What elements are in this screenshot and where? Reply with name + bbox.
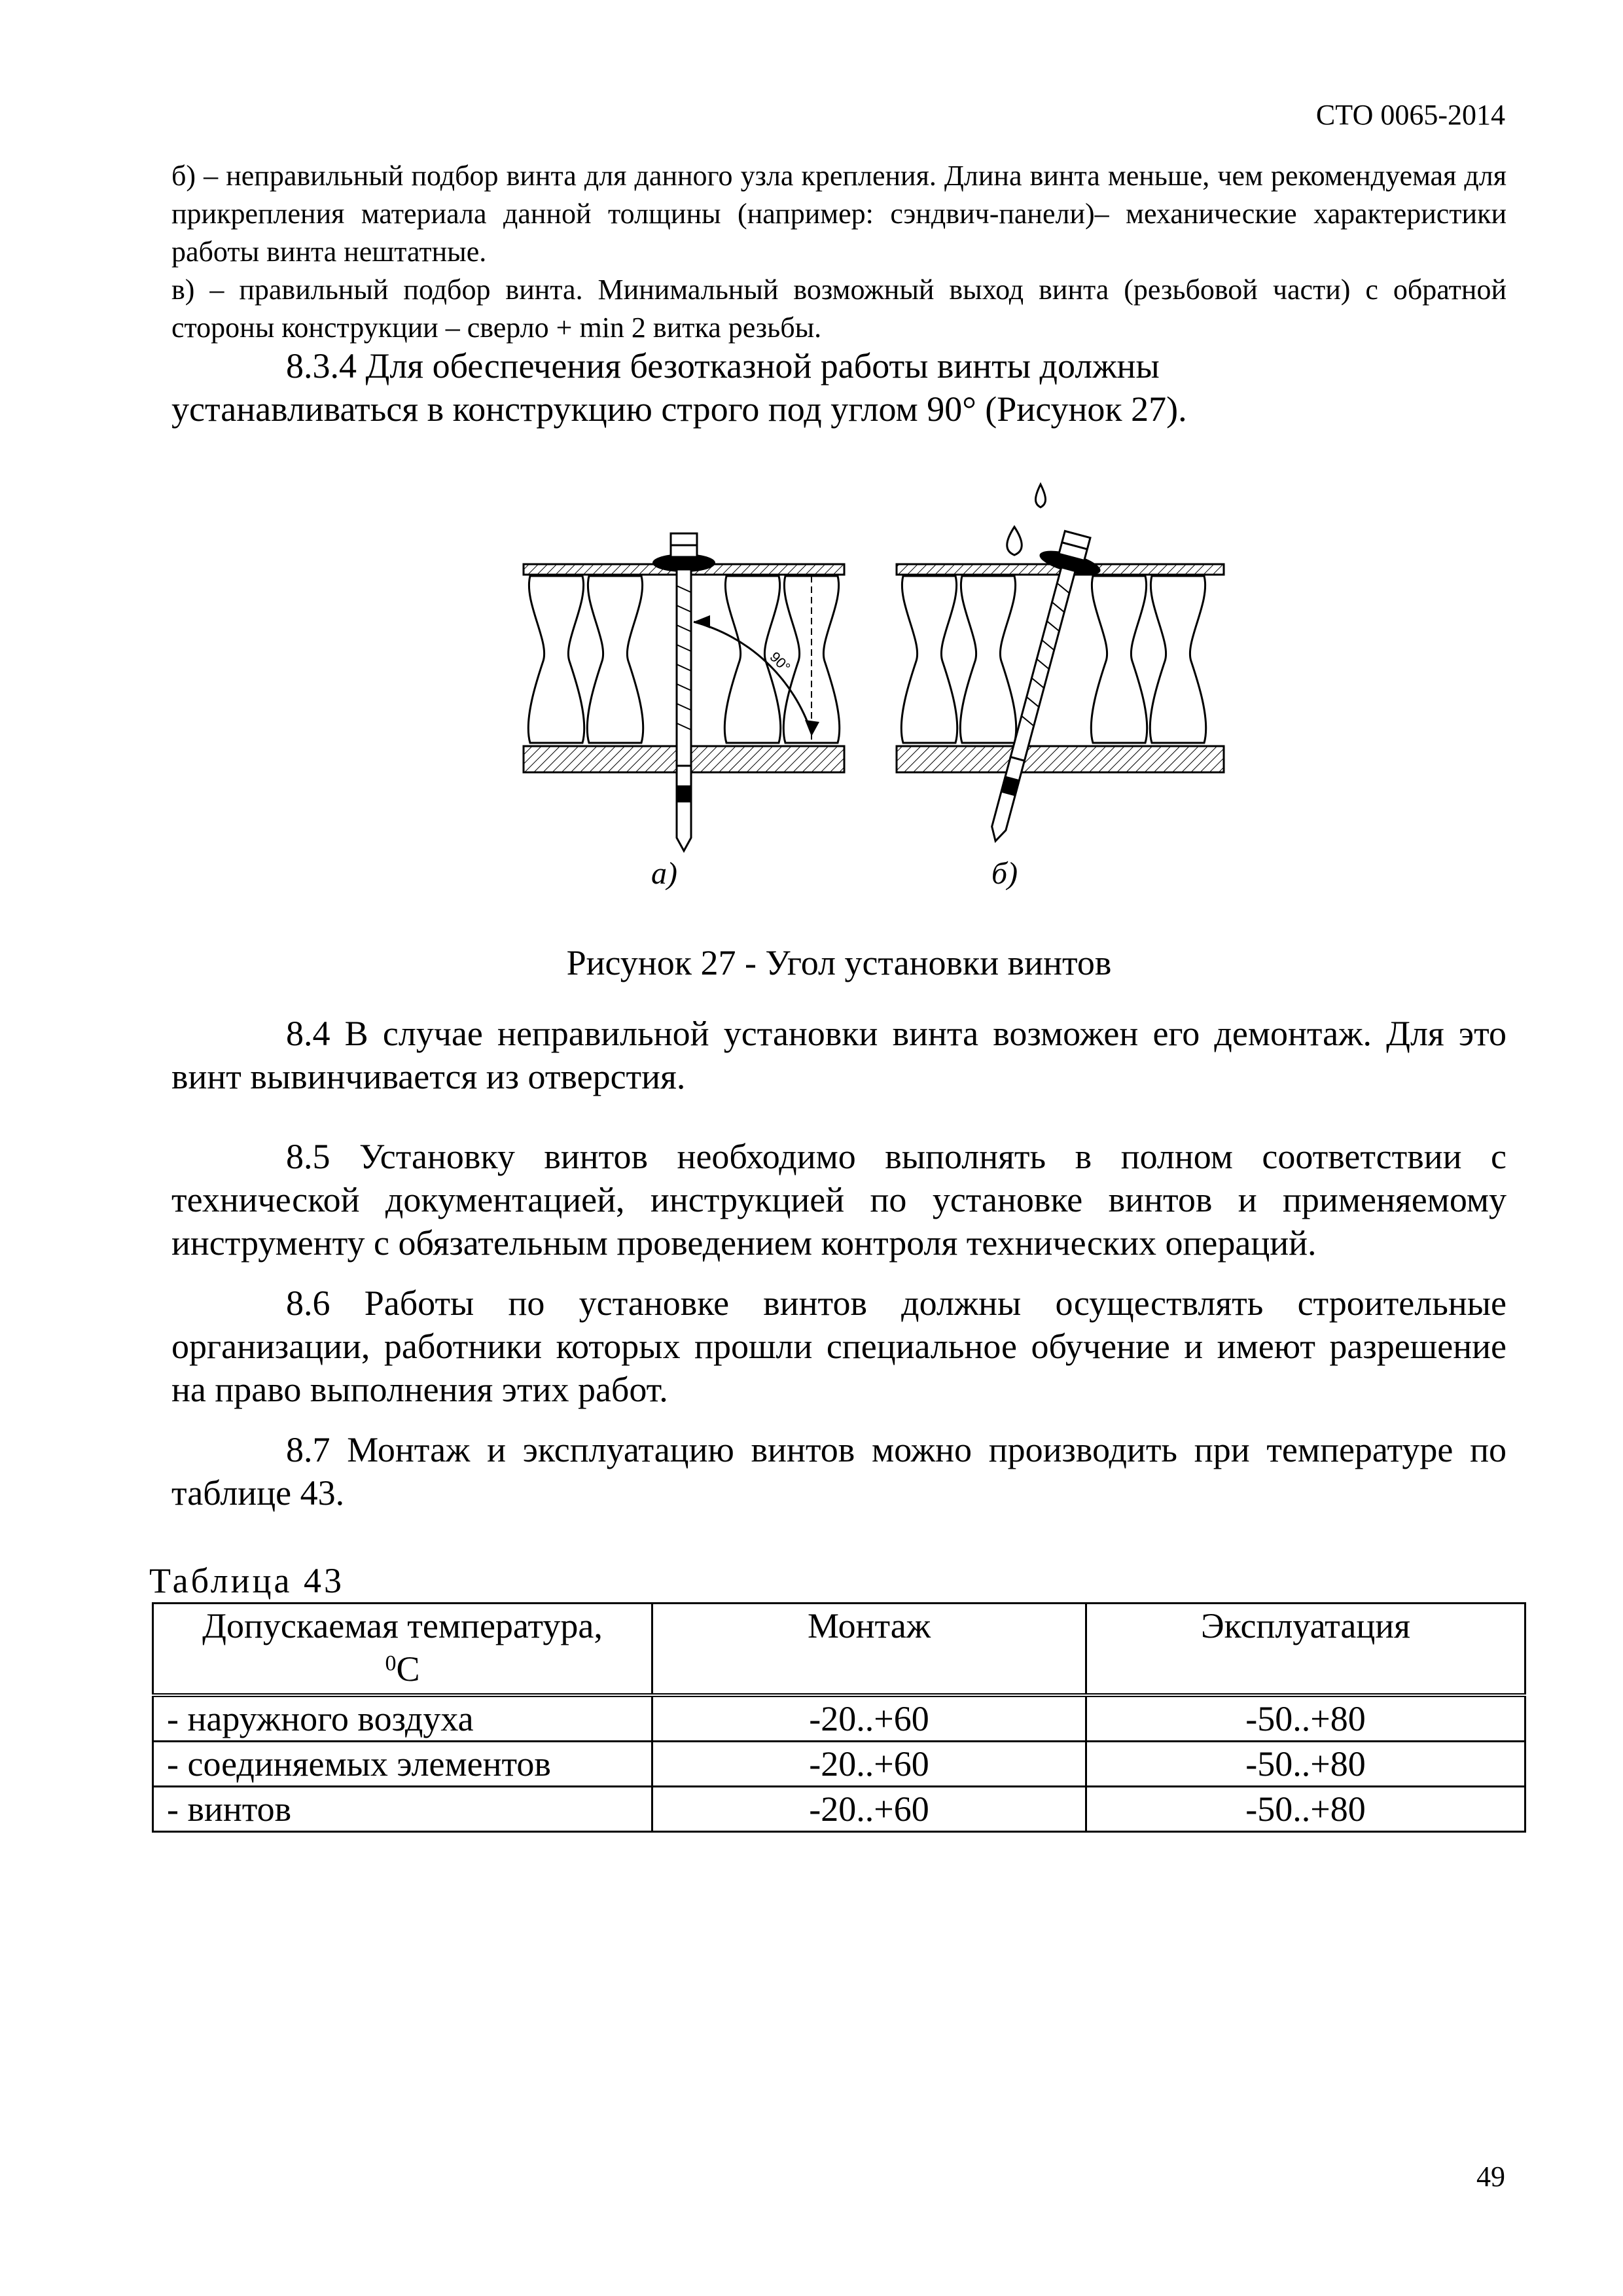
paragraph-8-3-4: 8.3.4 Для обеспечения безотказной работы винты должны устанавливаться в конструкцию строго под углом 90° (Рисунок 27). xyxy=(171,346,1187,429)
page-number: 49 xyxy=(1476,2161,1505,2193)
paragraph-8-6: 8.6 Работы по установке винтов должны осуществлять строительные организации, работники которых прошли специальное обучение и имеют разрешение на право выполнения этих работ. xyxy=(171,1283,1507,1409)
table-title: Таблица 43 xyxy=(149,1561,344,1600)
row-name: - соединяемых элементов xyxy=(153,1742,652,1787)
row-operation: -50..+80 xyxy=(1086,1787,1525,1832)
figure-label-b: б) xyxy=(991,856,1018,890)
angle-label: 90° xyxy=(766,648,794,676)
figure-27 xyxy=(510,471,1243,890)
row-operation: -50..+80 xyxy=(1086,1695,1525,1742)
figure-b-drawing xyxy=(897,484,1224,849)
row-mount: -20..+60 xyxy=(652,1787,1086,1832)
table-row xyxy=(153,1787,1525,1832)
doc-code: СТО 0065-2014 xyxy=(1315,99,1505,131)
row-name: - винтов xyxy=(153,1787,652,1832)
figure-a-drawing xyxy=(524,533,844,851)
table-row xyxy=(153,1695,1525,1742)
paragraph-b: б) – неправильный подбор винта для данного узла крепления. Длина винта меньше, чем рекомендуемая для прикрепления материала данной толщины (например: сэндвич-панели)– механические характеристики работы винта нештатные. xyxy=(171,160,1507,268)
table-header-row xyxy=(153,1604,1525,1696)
header-cell-mount: Монтаж xyxy=(652,1604,1086,1696)
row-mount: -20..+60 xyxy=(652,1695,1086,1742)
paragraph-8-5: 8.5 Установку винтов необходимо выполнять в полном соответствии с технической документацией, инструкцией по установке винтов и применяемому инструменту с обязательным проведением контроля технических операций. xyxy=(171,1137,1507,1263)
paragraph-8-4: 8.4 В случае неправильной установки винта возможен его демонтаж. Для это винт вывинчивается из отверстия. xyxy=(171,1014,1507,1096)
table-row xyxy=(153,1742,1525,1787)
figure-label-a: а) xyxy=(651,856,677,890)
paragraph-v: в) – правильный подбор винта. Минимальный возможный выход винта (резьбовой части) с обратной стороны конструкции – сверло + min 2 витка резьбы. xyxy=(171,274,1507,344)
table-43 xyxy=(152,1602,1526,1833)
header-cell-temperature: Допускаемая температура, $^0$С xyxy=(153,1604,652,1696)
row-mount: -20..+60 xyxy=(652,1742,1086,1787)
header-cell-operation: Эксплуатация xyxy=(1086,1604,1525,1696)
row-operation: -50..+80 xyxy=(1086,1742,1525,1787)
row-name: - наружного воздуха xyxy=(153,1695,652,1742)
paragraph-8-7: 8.7 Монтаж и эксплуатацию винтов можно производить при температуре по таблице 43. xyxy=(171,1430,1507,1513)
figure-caption: Рисунок 27 - Угол установки винтов xyxy=(566,943,1112,982)
